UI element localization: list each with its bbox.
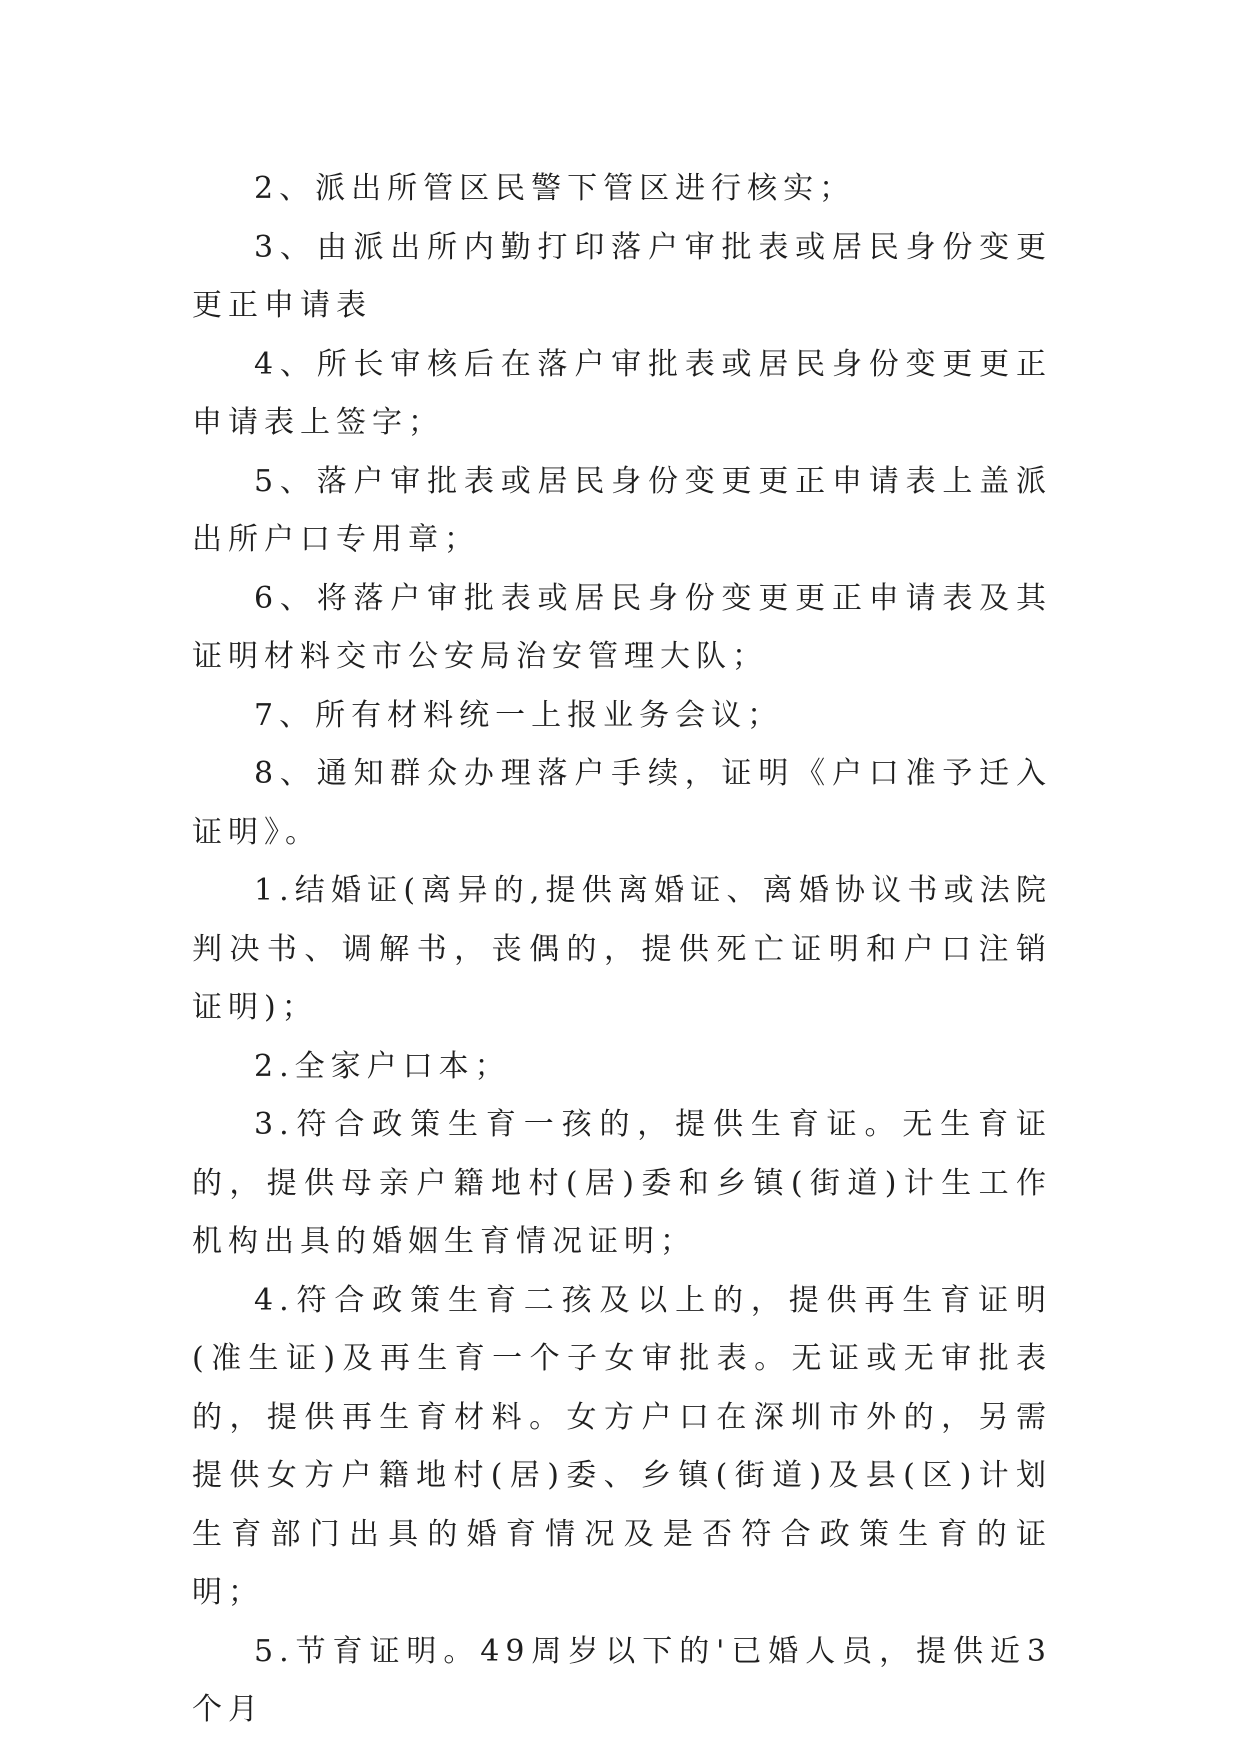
paragraph-material-1: 1.结婚证(离异的,提供离婚证、离婚协议书或法院判决书、调解书，丧偶的，提供死亡证明和户口注销证明)； — [192, 873, 1052, 1025]
paragraph-step-2: 2、派出所管区民警下管区进行核实； — [254, 171, 856, 206]
paragraph-material-4: 4.符合政策生育二孩及以上的，提供再生育证明(准生证)及再生育一个子女审批表。无证或无审批表的，提供再生育材料。女方户口在深圳市外的，另需提供女方户籍地村(居)委、乡镇(街道)及县(区)计划生育部门出具的婚育情况及是否符合政策生育的证明； — [192, 1282, 1052, 1610]
paragraph-step-7: 7、所有材料统一上报业务会议； — [254, 697, 784, 733]
paragraph-step-3: 3、由派出所内勤打印落户审批表或居民身份变更更正申请表 — [192, 229, 1052, 323]
paragraph-material-2: 2.全家户口本； — [254, 1048, 511, 1084]
paragraph-material-3: 3.符合政策生育一孩的，提供生育证。无生育证的，提供母亲户籍地村(居)委和乡镇(街道)计生工作机构出具的婚姻生育情况证明； — [192, 1107, 1052, 1259]
paragraph-step-5: 5、落户审批表或居民身份变更更正申请表上盖派出所户口专用章； — [192, 463, 1052, 557]
document-body — [192, 160, 1052, 1740]
paragraph-step-8: 8、通知群众办理落户手续，证明《户口准予迁入证明》。 — [192, 756, 1052, 850]
paragraph-step-4: 4、所长审核后在落户审批表或居民身份变更更正申请表上签字； — [192, 346, 1052, 440]
paragraph-material-5: 5.节育证明。49周岁以下的'已婚人员，提供近3个月 — [192, 1633, 1052, 1727]
paragraph-step-6: 6、将落户审批表或居民身份变更更正申请表及其证明材料交市公安局治安管理大队； — [192, 580, 1052, 674]
